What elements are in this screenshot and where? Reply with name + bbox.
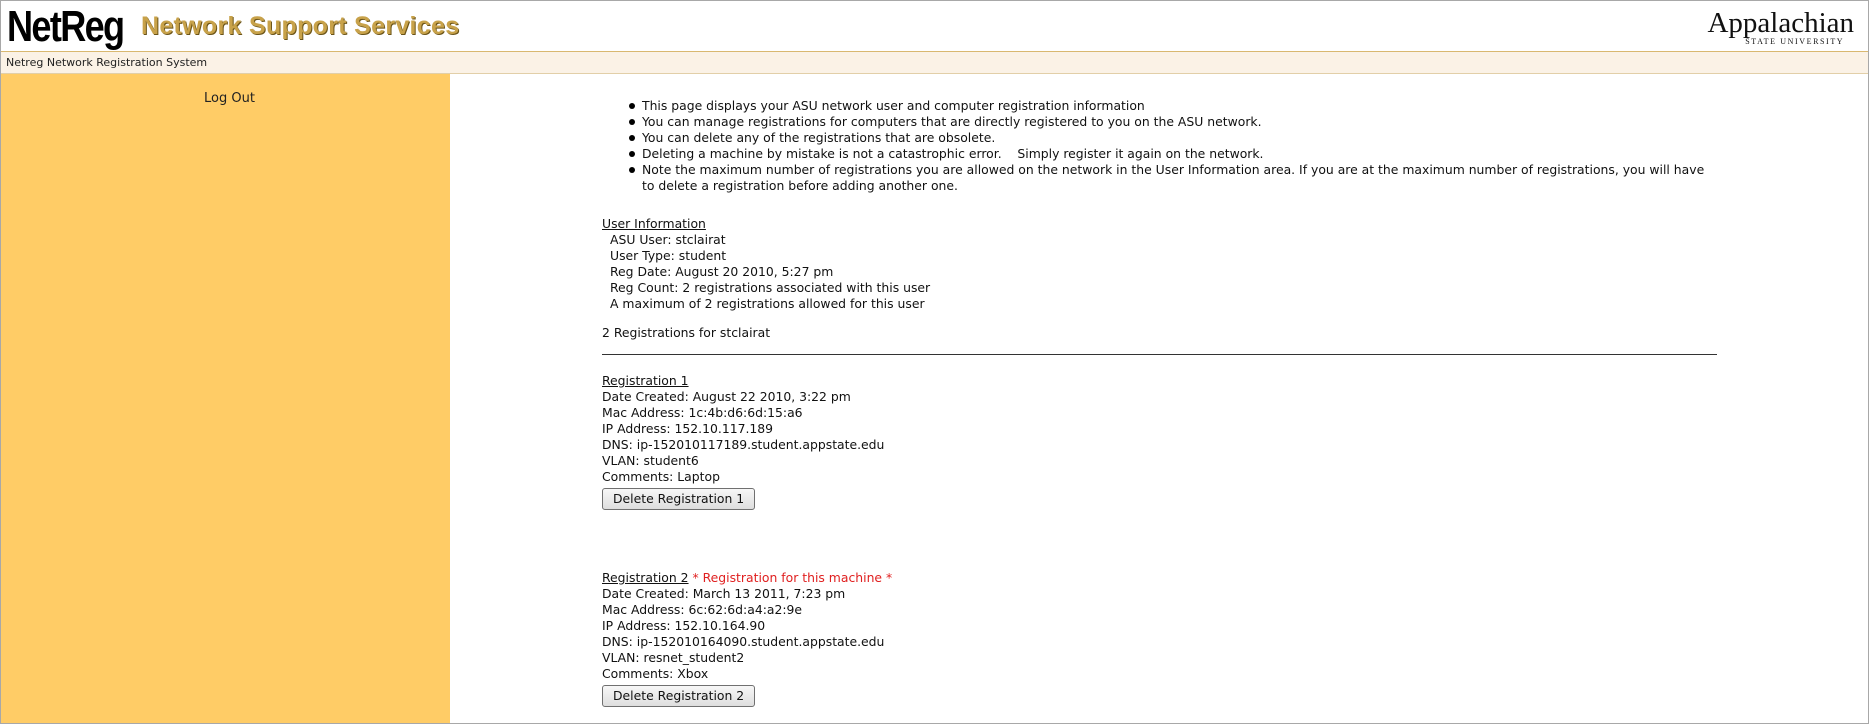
mac-address: Mac Address: 6c:62:6d:a4:a2:9e [602,602,803,617]
user-information-heading: User Information [602,216,706,231]
list-item: This page displays your ASU network user and computer registration information [642,98,1717,114]
info-notes-list [602,98,1717,194]
registration-title-row [602,373,1717,389]
max-registrations: A maximum of 2 registrations allowed for this user [610,296,925,311]
dns: DNS: ip-152010164090.student.appstate.edu [602,634,885,649]
registration-2 [602,570,1717,707]
user-type: User Type: student [610,248,727,263]
header [1,1,1868,52]
user-information-section [602,216,1717,312]
registration-title: Registration 1 [602,373,689,388]
delete-registration-1-button[interactable]: Delete Registration 1 [602,488,755,510]
this-machine-note: * Registration for this machine * [688,570,893,585]
vlan: VLAN: resnet_student2 [602,650,745,665]
system-name-bar: Netreg Network Registration System [1,52,1868,74]
registration-title: Registration 2 [602,570,689,585]
ip-address: IP Address: 152.10.117.189 [602,421,774,436]
appalachian-logo[interactable] [1707,9,1854,46]
list-item: You can delete any of the registrations that are obsolete. [642,130,1717,146]
logout-link[interactable]: Log Out [204,91,255,106]
sidebar [1,74,450,723]
registrations-count: 2 Registrations for stclairat [602,325,771,340]
date-created: Date Created: March 13 2011, 7:23 pm [602,586,846,601]
comments: Comments: Laptop [602,469,720,484]
network-support-services-title: Network Support Services [141,12,460,40]
dns: DNS: ip-152010117189.student.appstate.edu [602,437,885,452]
vlan: VLAN: student6 [602,453,699,468]
registration-title-row [602,570,1717,586]
content-body [602,98,1717,707]
reg-count: Reg Count: 2 registrations associated with this user [610,280,931,295]
reg-date: Reg Date: August 20 2010, 5:27 pm [610,264,834,279]
registration-1 [602,373,1717,510]
divider [602,354,1717,355]
date-created: Date Created: August 22 2010, 3:22 pm [602,389,851,404]
university-name: Appalachian [1707,7,1854,39]
list-item: Note the maximum number of registrations you are allowed on the network in the User Information area. If you are at the maximum number of registrations, you will have to delete a registration before adding another one. [642,162,1717,194]
ip-address: IP Address: 152.10.164.90 [602,618,766,633]
asu-user: ASU User: stclairat [610,232,726,247]
netreg-logo[interactable]: NetReg [7,2,124,51]
main-content [450,74,1868,723]
list-item: Deleting a machine by mistake is not a catastrophic error. Simply register it again on the network. [642,146,1717,162]
university-subtitle: STATE UNIVERSITY [1745,37,1845,46]
delete-registration-2-button[interactable]: Delete Registration 2 [602,685,755,707]
list-item: You can manage registrations for computers that are directly registered to you on the ASU network. [642,114,1717,130]
mac-address: Mac Address: 1c:4b:d6:6d:15:a6 [602,405,803,420]
comments: Comments: Xbox [602,666,709,681]
